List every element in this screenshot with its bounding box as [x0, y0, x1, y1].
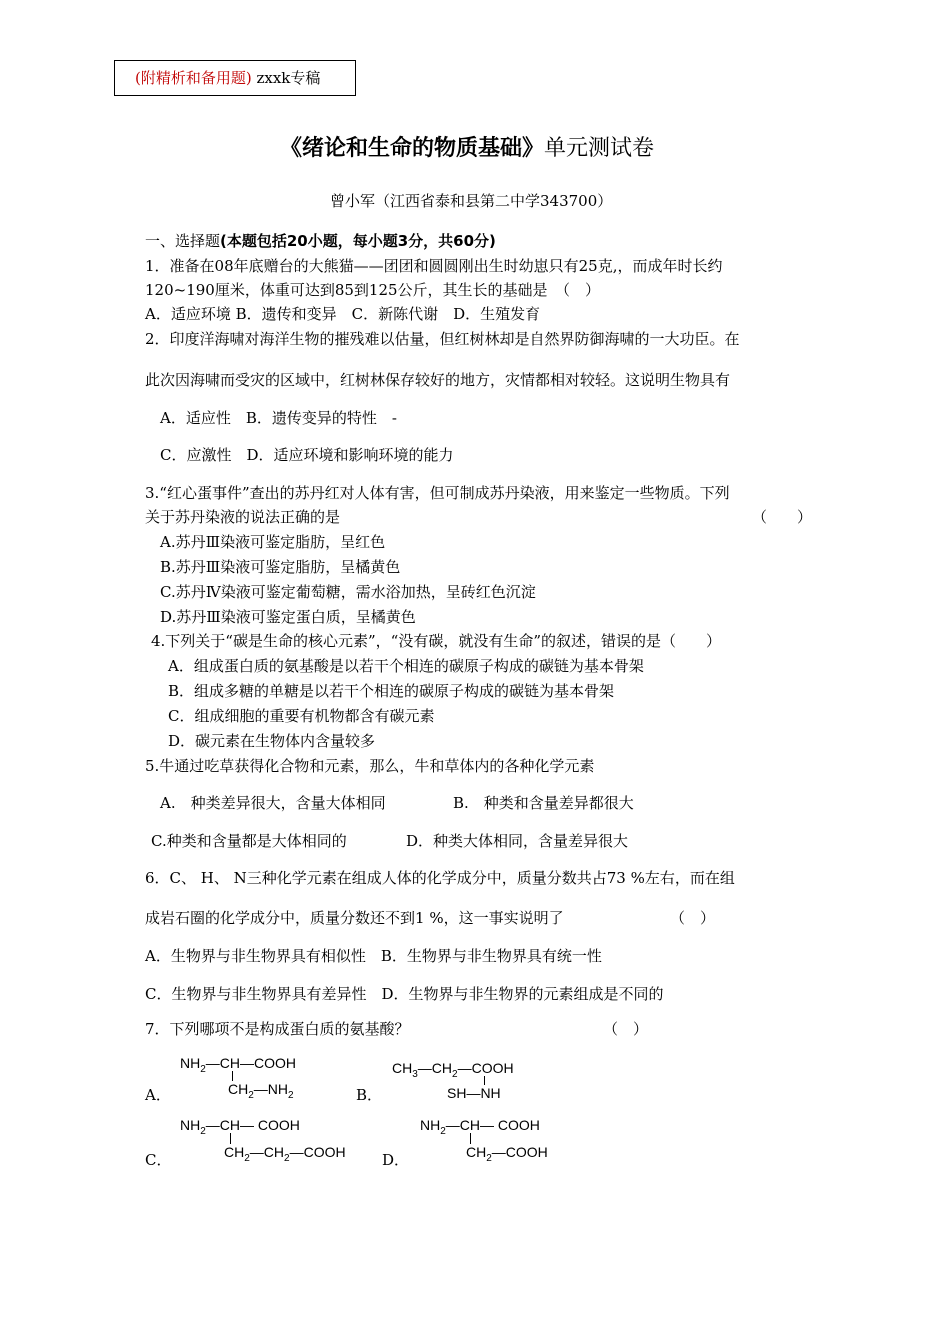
q4-option-c: C．组成细胞的重要有机物都含有碳元素 — [168, 707, 435, 725]
q7-answer-paren: （ ） — [603, 1020, 649, 1038]
q2-line2: 此次因海啸而受灾的区域中，红树林保存较好的地方，灾情都相对较轻。这说明生物具有 — [145, 371, 731, 389]
q3-option-a: A.苏丹Ⅲ染液可鉴定脂肪，呈红色 — [160, 533, 386, 551]
q7-struct-b-top: $CH_3—CH_2—COOH$ — [392, 1060, 514, 1080]
title-bold: 《绪论和生命的物质基础》 — [280, 136, 545, 161]
q6-options-cd: C．生物界与非生物界具有差异性 D．生物界与非生物界的元素组成是不同的 — [145, 985, 664, 1003]
q6-line1: 6．C、 H、 N三种化学元素在组成人体的化学成分中，质量分数共占73 %左右，而在组 — [145, 869, 735, 887]
q4-line1: 4.下列关于“碳是生命的核心元素”，“没有碳，就没有生命”的叙述，错误的是（ ） — [151, 632, 721, 650]
q3-line2: 关于苏丹染液的说法正确的是 — [145, 508, 341, 526]
q7-label-b: B． — [356, 1086, 383, 1104]
q7-struct-d-top: $NH_2—CH—$ COOH — [420, 1117, 540, 1137]
q5-option-c: C.种类和含量都是大体相同的 — [151, 832, 347, 850]
q1-options: A．适应环境 B．遗传和变异 C．新陈代谢 D．生殖发育 — [145, 305, 541, 323]
q7-struct-b-bottom: SH—NH — [447, 1085, 501, 1101]
q7-struct-c-bottom: $CH_2—CH_2—COOH$ — [224, 1144, 346, 1164]
q2-options-ab: A．适应性 B．遗传变异的特性 - — [160, 409, 397, 427]
q5-option-a: A. 种类差异很大，含量大体相同 — [160, 794, 386, 812]
q7-struct-d-bottom: $CH_2—COOH$ — [466, 1144, 548, 1164]
q7-label-c: C． — [145, 1151, 172, 1169]
section-title: 一、选择题 — [145, 232, 221, 250]
q3-option-d: D.苏丹Ⅲ染液可鉴定蛋白质，呈橘黄色 — [160, 608, 416, 626]
source-note-box — [114, 60, 356, 96]
section-note: (本题包括20小题，每小题3分，共60分) — [220, 232, 496, 250]
q3-option-b: B.苏丹Ⅲ染液可鉴定脂肪，呈橘黄色 — [160, 558, 401, 576]
q5-option-d: D．种类大体相同，含量差异很大 — [406, 832, 629, 850]
q7-struct-a-top: $NH_2—CH—COOH$ — [180, 1055, 297, 1075]
q6-line2: 成岩石圈的化学成分中，质量分数还不到1 %，这一事实说明了 — [145, 909, 564, 927]
q1-line2: 120~190厘米，体重可达到85到125公斤，其生长的基础是 （ ） — [145, 281, 601, 299]
q7-struct-b-bond — [484, 1076, 485, 1085]
source-note-red: (附精析和备用题) — [135, 69, 252, 87]
page-title — [280, 136, 654, 162]
q4-option-d: D．碳元素在生物体内含量较多 — [168, 732, 376, 750]
q7-struct-a-bond — [232, 1071, 233, 1081]
q7-label-a: A． — [145, 1086, 171, 1104]
title-normal: 单元测试卷 — [544, 136, 655, 161]
source-note-text: zxxk专稿 — [251, 69, 321, 87]
q6-answer-paren: （ ） — [670, 909, 716, 927]
q5-line1: 5.牛通过吃草获得化合物和元素，那么，牛和草体内的各种化学元素 — [145, 757, 595, 775]
q7-struct-a-bottom: $CH_2—NH_2$ — [228, 1081, 294, 1101]
q7-struct-c-bond — [230, 1133, 231, 1144]
q4-option-b: B．组成多糖的单糖是以若干个相连的碳原子构成的碳链为基本骨架 — [168, 682, 615, 700]
q3-line1: 3.“红心蛋事件”查出的苏丹红对人体有害，但可制成苏丹染液，用来鉴定一些物质。下列 — [145, 484, 730, 502]
q4-option-a: A．组成蛋白质的氨基酸是以若干个相连的碳原子构成的碳链为基本骨架 — [168, 657, 644, 675]
q2-options-cd: C．应激性 D．适应环境和影响环境的能力 — [160, 446, 454, 464]
q3-option-c: C.苏丹Ⅳ染液可鉴定葡萄糖，需水浴加热，呈砖红色沉淀 — [160, 583, 536, 601]
q1-line1: 1．准备在08年底赠台的大熊猫——团团和圆圆刚出生时幼崽只有25克,，而成年时长约 — [145, 257, 723, 275]
q7-line1: 7．下列哪项不是构成蛋白质的氨基酸？ — [145, 1020, 410, 1038]
q7-struct-c-top: $NH_2—CH—$ COOH — [180, 1117, 300, 1137]
author-line: 曾小军（江西省泰和县第二中学343700） — [330, 192, 613, 210]
q2-line1: 2．印度洋海啸对海洋生物的摧残难以估量，但红树林却是自然界防御海啸的一大功臣。在 — [145, 330, 740, 348]
q7-struct-d-bond — [470, 1133, 471, 1144]
q3-answer-paren: （ ） — [752, 508, 813, 526]
q6-options-ab: A．生物界与非生物界具有相似性 B．生物界与非生物界具有统一性 — [145, 947, 602, 965]
q5-option-b: B. 种类和含量差异都很大 — [453, 794, 634, 812]
q7-label-d: D． — [382, 1151, 410, 1169]
section-heading — [145, 232, 496, 250]
